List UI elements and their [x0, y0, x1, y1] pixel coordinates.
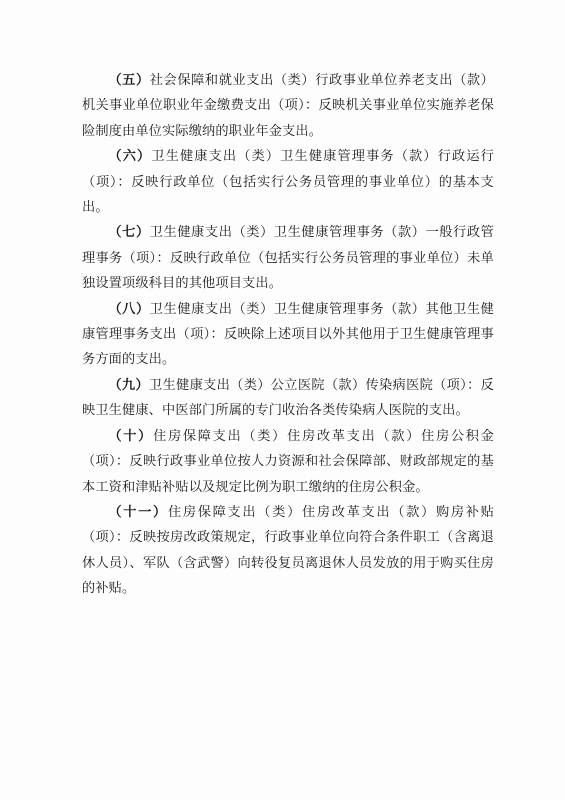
paragraph-text: 卫生健康支出（类）卫生健康管理事务（款）一般行政管理事务（项）：反映行政单位（包括实行公务员管理的事业单位）未单独设置项级科目的其他项目支出。	[82, 225, 495, 292]
paragraph-text: 住房保障支出（类）住房改革支出（款）购房补贴（项）：反映按房改政策规定，行政事业单位向符合条件职工（含离退休人员）、军队（含武警）向转役复员离退休人员发放的用于购买住房的补贴。	[82, 504, 494, 597]
paragraph-heading: （八）	[108, 301, 150, 317]
document-body	[82, 68, 494, 602]
paragraph-heading: （七）	[108, 225, 150, 241]
paragraph-7	[82, 220, 494, 296]
paragraph-text: 住房保障支出（类）住房改革支出（款）住房公积金（项）：反映行政事业单位按人力资源和社会保障部、财政部规定的基本工资和津贴补贴以及规定比例为职工缴纳的住房公积金。	[82, 428, 494, 495]
paragraph-11	[82, 500, 494, 602]
paragraph-text: 卫生健康支出（类）卫生健康管理事务（款）行政运行（项）：反映行政单位（包括实行公务员管理的事业单位）的基本支出。	[82, 149, 494, 216]
paragraph-heading: （九）	[108, 377, 149, 393]
paragraph-text: 卫生健康支出（类）卫生健康管理事务（款）其他卫生健康管理事务支出（项）：反映除上述项目以外其他用于卫生健康管理事务方面的支出。	[82, 301, 495, 368]
paragraph-heading: （十一）	[108, 504, 168, 520]
paragraph-8	[82, 297, 494, 373]
paragraph-9	[82, 373, 494, 424]
paragraph-6	[82, 144, 494, 220]
paragraph-text: 卫生健康支出（类）公立医院（款）传染病医院（项）：反映卫生健康、中医部门所属的专门收治各类传染病人医院的支出。	[82, 377, 494, 419]
paragraph-heading: （十）	[108, 428, 154, 444]
paragraph-heading: （五）	[108, 73, 150, 88]
paragraph-heading: （六）	[108, 149, 152, 165]
paragraph-5	[82, 68, 494, 144]
paragraph-text: 社会保障和就业支出（类）行政事业单位养老支出（款）机关事业单位职业年金缴费支出（项）：反映机关事业单位实施养老保险制度由单位实际缴纳的职业年金支出。	[82, 73, 495, 139]
paragraph-10	[82, 424, 494, 500]
